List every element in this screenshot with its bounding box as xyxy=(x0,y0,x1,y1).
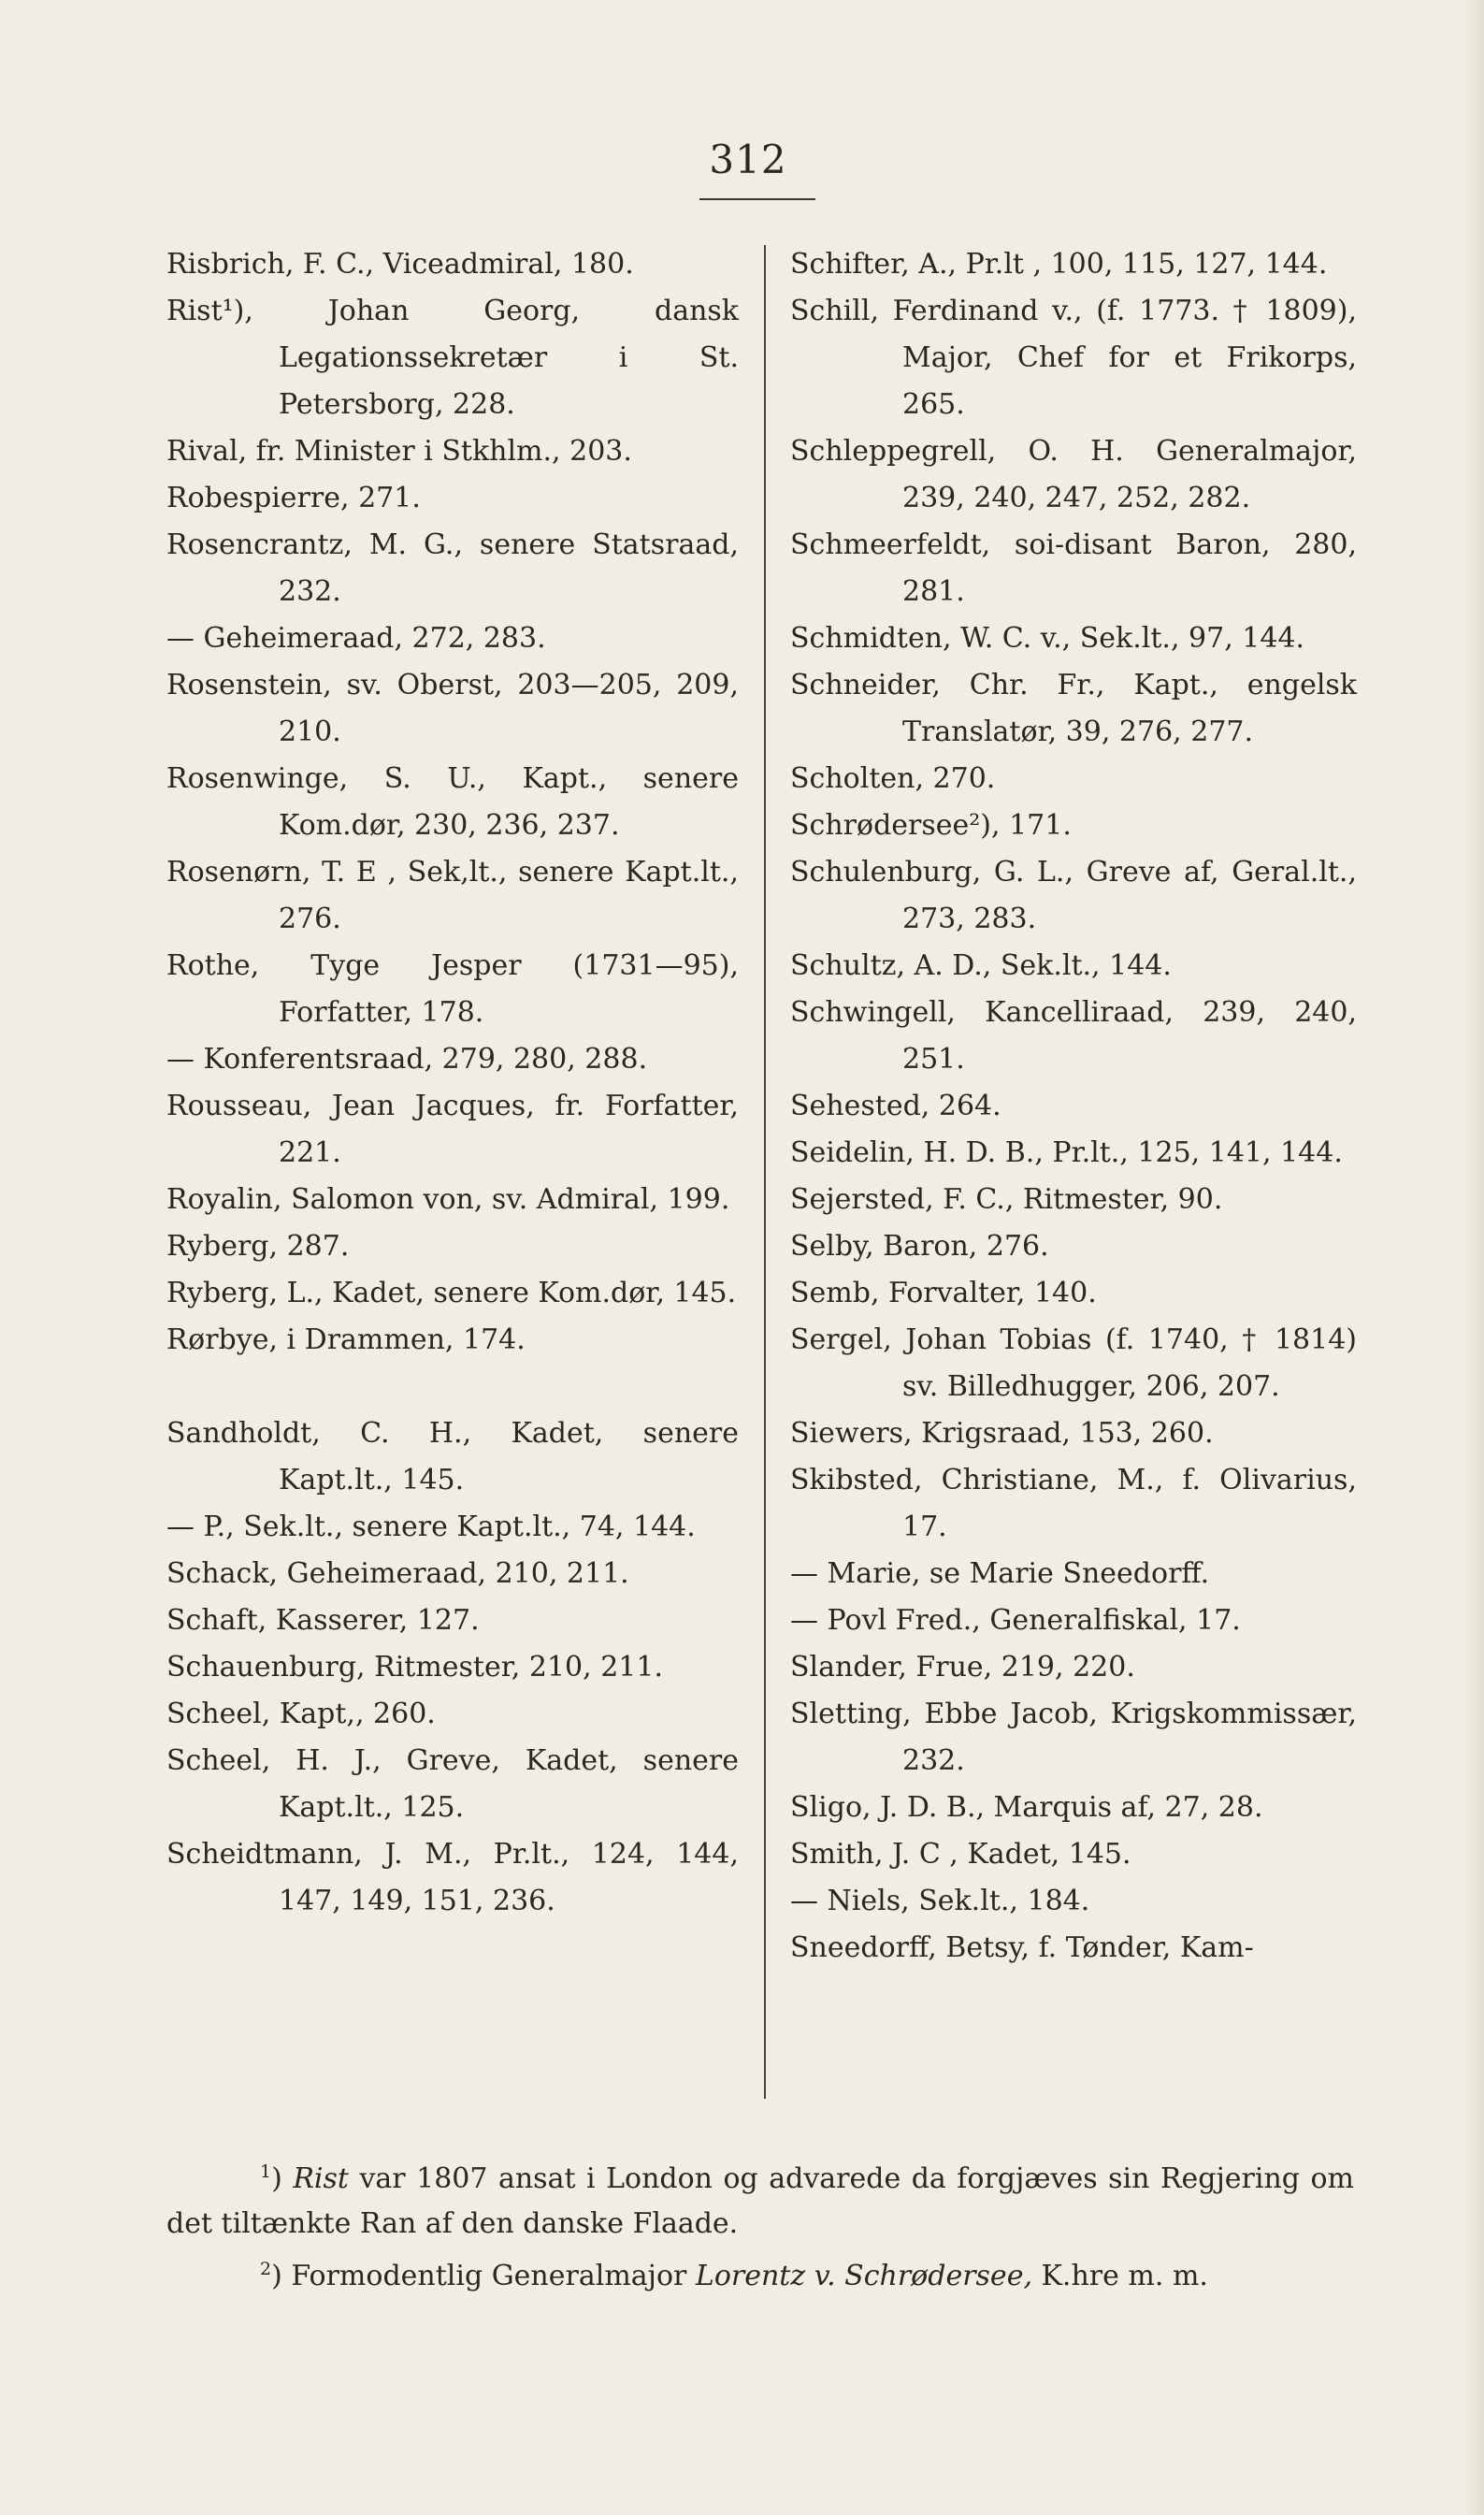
index-entry: Sergel, Johan Tobias (f. 1740, † 1814) sv. Billedhugger, 206, 207. xyxy=(790,1323,1357,1403)
index-entry: Rørbye, i Drammen, 174. xyxy=(166,1323,526,1356)
index-entry: Sligo, J. D. B., Marquis af, 27, 28. xyxy=(790,1791,1263,1824)
index-entry: Schmeerfeldt, soi-disant Baron, 280, 281. xyxy=(790,528,1357,608)
index-entry: Smith, J. C , Kadet, 145. xyxy=(790,1838,1131,1871)
index-entry: Schulenburg, G. L., Greve af, Geral.lt., 273, 283. xyxy=(790,856,1357,935)
index-entry: Scholten, 270. xyxy=(790,762,996,795)
index-entry: Sehested, 264. xyxy=(790,1090,1001,1122)
index-entry: Skibsted, Christiane, M., f. Olivarius, 17. xyxy=(790,1464,1357,1543)
footnote-lead: Formodentlig Generalmajor xyxy=(291,2260,696,2292)
index-entry: Schack, Geheimeraad, 210, 211. xyxy=(166,1557,629,1590)
footnote-italic: Rist xyxy=(293,2162,349,2195)
index-entry: Rosenstein, sv. Oberst, 203—205, 209, 210. xyxy=(166,669,739,748)
index-entry: Sletting, Ebbe Jacob, Krigskommissær, 232. xyxy=(790,1698,1357,1777)
index-entry: Seidelin, H. D. B., Pr.lt., 125, 141, 144. xyxy=(790,1136,1343,1169)
footnote-marker-paren: ) xyxy=(271,2260,282,2292)
index-entry: — Povl Fred., Generalfiskal, 17. xyxy=(790,1604,1241,1637)
index-entry: Schaft, Kasserer, 127. xyxy=(166,1604,480,1637)
index-entry: — Marie, se Marie Sneedorff. xyxy=(790,1557,1210,1590)
index-entry: Schmidten, W. C. v., Sek.lt., 97, 144. xyxy=(790,622,1305,655)
index-entry: Robespierre, 271. xyxy=(166,482,421,514)
footnote-marker: 1 xyxy=(260,2161,272,2182)
index-entry: Sneedorff, Betsy, f. Tønder, Kam- xyxy=(790,1931,1254,1964)
footnote-2 xyxy=(166,2247,1354,2299)
index-entry: Sejersted, F. C., Ritmester, 90. xyxy=(790,1183,1223,1216)
index-entry: Schifter, A., Pr.lt , 100, 115, 127, 144. xyxy=(790,248,1328,281)
footnote-text: var 1807 ansat i London og advarede da forgjæves sin Regjering om det tiltænkte Ran af den danske Flaade. xyxy=(166,2162,1354,2240)
index-entry: — Niels, Sek.lt., 184. xyxy=(790,1885,1090,1917)
index-entry: Rousseau, Jean Jacques, fr. Forfatter, 221. xyxy=(166,1090,739,1169)
index-entry: Rist¹), Johan Georg, dansk Legationssekretær i St. Petersborg, 228. xyxy=(166,295,739,421)
footnote-text: K.hre m. m. xyxy=(1031,2260,1208,2292)
footnote-marker-paren: ) xyxy=(271,2162,282,2195)
index-entry: Ryberg, 287. xyxy=(166,1230,350,1263)
index-entry: Sandholdt, C. H., Kadet, senere Kapt.lt., 145. xyxy=(166,1417,739,1496)
index-entry: Schneider, Chr. Fr., Kapt., engelsk Translatør, 39, 276, 277. xyxy=(790,669,1357,748)
index-entry: Schill, Ferdinand v., (f. 1773. † 1809), Major, Chef for et Frikorps, 265. xyxy=(790,295,1357,421)
index-entry: Royalin, Salomon von, sv. Admiral, 199. xyxy=(166,1183,730,1216)
index-entry: Rosencrantz, M. G., senere Statsraad, 232. xyxy=(166,528,739,608)
index-entry: Scheidtmann, J. M., Pr.lt., 124, 144, 147, 149, 151, 236. xyxy=(166,1838,739,1917)
index-entry: — Konferentsraad, 279, 280, 288. xyxy=(166,1043,648,1076)
index-entry: Scheel, H. J., Greve, Kadet, senere Kapt.lt., 125. xyxy=(166,1744,739,1824)
index-entry: Rothe, Tyge Jesper (1731—95), Forfatter, 178. xyxy=(166,949,739,1029)
footnote-italic: Lorentz v. Schrødersee, xyxy=(695,2260,1032,2292)
index-entry: Rival, fr. Minister i Stkhlm., 203. xyxy=(166,435,632,468)
footnote-1 xyxy=(166,2149,1354,2247)
index-entry: Siewers, Krigsraad, 153, 260. xyxy=(790,1417,1214,1450)
index-entry: Semb, Forvalter, 140. xyxy=(790,1277,1097,1309)
page-number-rule xyxy=(699,198,815,200)
index-entry: Schwingell, Kancelliraad, 239, 240, 251. xyxy=(790,996,1357,1076)
footnote-marker: 2 xyxy=(260,2259,272,2279)
page-number: 312 xyxy=(709,137,787,182)
index-column-left xyxy=(166,241,739,1925)
index-entry: Rosenwinge, S. U., Kapt., senere Kom.dør, 230, 236, 237. xyxy=(166,762,739,842)
index-entry: Schrødersee²), 171. xyxy=(790,809,1072,842)
page-edge-shadow xyxy=(1463,0,1484,2515)
index-entry: Rosenørn, T. E , Sek,lt., senere Kapt.lt., 276. xyxy=(166,856,739,935)
index-entry: Risbrich, F. C., Viceadmiral, 180. xyxy=(166,248,634,281)
index-entry: Schultz, A. D., Sek.lt., 144. xyxy=(790,949,1172,982)
index-entry: Selby, Baron, 276. xyxy=(790,1230,1049,1263)
index-entry: — P., Sek.lt., senere Kapt.lt., 74, 144. xyxy=(166,1510,696,1543)
index-entry: Ryberg, L., Kadet, senere Kom.dør, 145. xyxy=(166,1277,737,1309)
column-divider xyxy=(764,245,766,2099)
index-entry: Scheel, Kapt,, 260. xyxy=(166,1698,436,1730)
index-entry: Schauenburg, Ritmester, 210, 211. xyxy=(166,1651,663,1684)
index-entry: — Geheimeraad, 272, 283. xyxy=(166,622,546,655)
index-entry: Schleppegrell, O. H. Generalmajor, 239, 240, 247, 252, 282. xyxy=(790,435,1357,514)
footnotes xyxy=(166,2149,1354,2299)
index-entry: Slander, Frue, 219, 220. xyxy=(790,1651,1135,1684)
index-column-right xyxy=(790,241,1357,1972)
